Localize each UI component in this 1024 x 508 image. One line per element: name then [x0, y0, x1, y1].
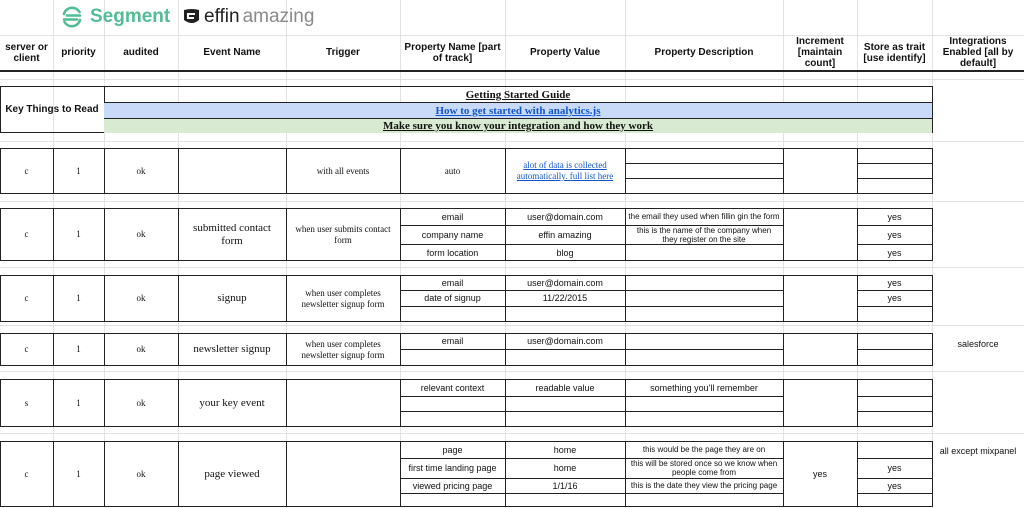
audited-cell[interactable]: ok: [136, 397, 146, 408]
property-value-cell[interactable]: home: [553, 463, 577, 473]
priority-cell[interactable]: 1: [76, 397, 81, 408]
effin-amazing-logo: [182, 5, 314, 29]
audited-cell[interactable]: ok: [136, 229, 146, 239]
property-name-cell[interactable]: email: [441, 277, 464, 288]
property-name-cell[interactable]: company name: [421, 229, 484, 240]
increment-cell[interactable]: yes: [812, 469, 827, 479]
store-trait-cell[interactable]: yes: [887, 463, 902, 473]
property-value-cell[interactable]: home: [553, 444, 577, 455]
server-client-cell[interactable]: s: [24, 397, 29, 408]
priority-cell[interactable]: 1: [76, 468, 81, 479]
property-value-cell[interactable]: user@domain.com: [527, 211, 603, 222]
guide-link-analytics-js[interactable]: How to get started with analytics.js: [104, 102, 932, 118]
priority-cell[interactable]: 1: [76, 293, 81, 303]
trigger-cell[interactable]: when user submits contact form: [295, 223, 391, 245]
property-value-link[interactable]: alot of data is collected automatically. full list here: [516, 160, 614, 181]
event-name-cell[interactable]: newsletter signup: [193, 343, 271, 355]
property-name-cell[interactable]: email: [441, 336, 464, 346]
header-property-value[interactable]: Property Value: [529, 47, 601, 58]
header-event-name[interactable]: Event Name: [203, 47, 261, 58]
property-name-cell[interactable]: relevant context: [420, 382, 485, 393]
segment-logo-text: Segment: [90, 6, 171, 27]
store-trait-cell[interactable]: yes: [887, 480, 902, 491]
trigger-cell[interactable]: when user completes newsletter signup form: [301, 287, 385, 309]
segment-icon: [60, 5, 84, 29]
priority-cell[interactable]: 1: [76, 165, 81, 176]
effin-logo-text: effin: [204, 6, 240, 27]
property-value-cell[interactable]: 11/22/2015: [542, 293, 588, 303]
guide-link-integrations[interactable]: Make sure you know your integration and how they work: [104, 118, 932, 133]
property-value-cell[interactable]: effin amazing: [538, 229, 592, 240]
audited-cell[interactable]: ok: [136, 293, 146, 303]
header-integrations[interactable]: Integrations Enabled [all by default]: [942, 36, 1014, 69]
property-value-cell[interactable]: 1/1/16: [552, 480, 578, 491]
property-value-cell[interactable]: blog: [556, 247, 574, 258]
property-name-cell[interactable]: viewed pricing page: [412, 480, 493, 491]
amazing-logo-text: amazing: [242, 6, 315, 27]
property-description-cell[interactable]: this would be the page they are on: [642, 445, 766, 454]
trigger-cell[interactable]: when user completes newsletter signup form: [301, 338, 385, 360]
trigger-cell[interactable]: with all events: [316, 165, 370, 176]
property-value-cell[interactable]: user@domain.com: [527, 336, 603, 346]
audited-cell[interactable]: ok: [136, 165, 146, 176]
store-trait-cell[interactable]: yes: [887, 211, 902, 222]
property-name-cell[interactable]: first time landing page: [408, 463, 497, 473]
store-trait-cell[interactable]: yes: [887, 277, 902, 288]
property-name-cell[interactable]: email: [441, 211, 464, 222]
guide-link-getting-started[interactable]: Getting Started Guide: [465, 88, 571, 101]
property-description-cell[interactable]: something you'll remember: [650, 382, 758, 393]
header-server-client[interactable]: server or client: [5, 41, 48, 64]
property-description-cell[interactable]: this will be stored once so we know when people come from: [630, 459, 778, 477]
server-client-cell[interactable]: c: [24, 293, 29, 303]
store-trait-cell[interactable]: yes: [887, 293, 902, 303]
priority-cell[interactable]: 1: [76, 344, 81, 354]
property-name-cell[interactable]: form location: [426, 247, 479, 258]
property-description-cell[interactable]: the email they used when fillin gin the form: [628, 212, 780, 221]
header-trigger[interactable]: Trigger: [326, 47, 360, 58]
audited-cell[interactable]: ok: [136, 344, 146, 354]
event-name-cell[interactable]: signup: [217, 292, 247, 304]
header-audited[interactable]: audited: [123, 47, 159, 58]
header-divider: [0, 70, 1024, 72]
priority-cell[interactable]: 1: [76, 229, 81, 239]
property-name-cell[interactable]: page: [442, 444, 463, 455]
guide-label: Key Things to Read: [5, 104, 99, 115]
property-name-cell[interactable]: auto: [444, 165, 461, 176]
server-client-cell[interactable]: c: [24, 229, 29, 239]
property-name-cell[interactable]: date of signup: [424, 293, 481, 303]
property-description-cell[interactable]: this is the name of the company when they register on the site: [636, 225, 772, 244]
header-property-name[interactable]: Property Name [part of track]: [404, 41, 501, 64]
segment-logo: [60, 5, 170, 29]
header-store-trait[interactable]: Store as trait [use identify]: [863, 41, 926, 64]
server-client-cell[interactable]: c: [24, 468, 29, 479]
server-client-cell[interactable]: c: [24, 344, 29, 354]
integrations-cell[interactable]: all except mixpanel: [939, 446, 1017, 456]
effin-amazing-icon: [182, 7, 201, 27]
event-name-cell[interactable]: page viewed: [204, 467, 260, 480]
property-description-cell[interactable]: this is the date they view the pricing page: [630, 481, 778, 490]
audited-cell[interactable]: ok: [136, 468, 146, 479]
store-trait-cell[interactable]: yes: [887, 247, 902, 258]
property-value-cell[interactable]: user@domain.com: [527, 277, 603, 288]
event-name-cell[interactable]: your key event: [199, 396, 265, 409]
event-name-cell[interactable]: [178, 148, 286, 194]
header-priority[interactable]: priority: [61, 47, 96, 58]
header-increment[interactable]: Increment [maintain count]: [796, 36, 844, 69]
server-client-cell[interactable]: c: [24, 165, 29, 176]
property-value-cell[interactable]: readable value: [535, 382, 595, 393]
event-name-cell[interactable]: submitted contact form: [193, 221, 271, 247]
store-trait-cell[interactable]: yes: [887, 229, 902, 240]
header-property-description[interactable]: Property Description: [654, 47, 754, 58]
integrations-cell[interactable]: salesforce: [957, 339, 999, 349]
